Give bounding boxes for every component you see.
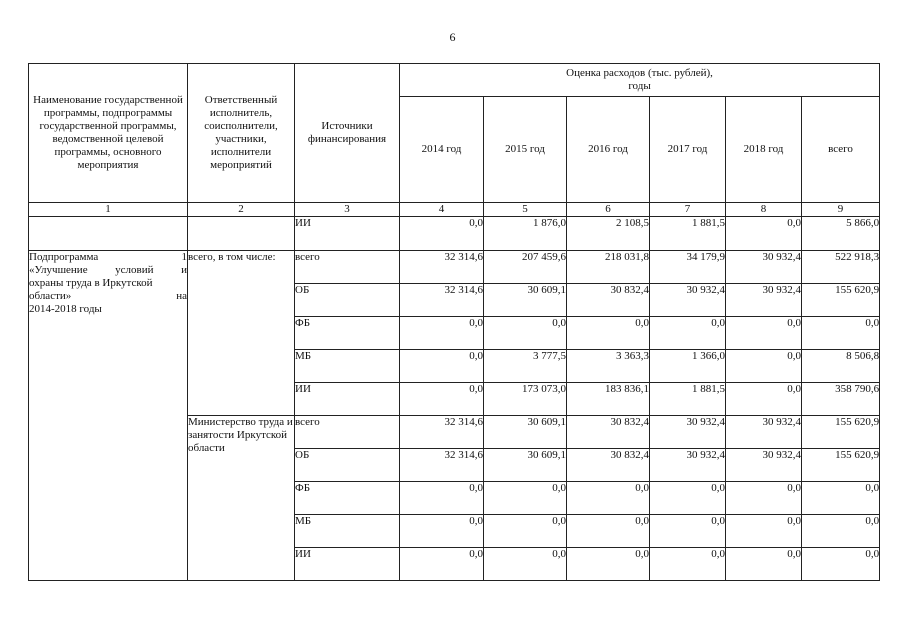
column-number: 9 [802, 203, 880, 217]
value-cell: 0,0 [650, 548, 726, 581]
column-number: 7 [650, 203, 726, 217]
value-cell: 0,0 [567, 548, 650, 581]
value-cell: 30 932,4 [650, 284, 726, 317]
header-responsible: Ответственный исполнитель, соисполнители, участники, исполнители мероприятий [188, 64, 295, 203]
value-cell: 5 866,0 [802, 217, 880, 251]
value-cell: 30 609,1 [484, 284, 567, 317]
value-cell: 0,0 [650, 482, 726, 515]
source-cell: ФБ [295, 482, 400, 515]
header-name: Наименование государственной программы, подпрограммы государственной программы, ведомственной целевой программы, основного мероприятия [29, 64, 188, 203]
source-cell: всего [295, 251, 400, 284]
value-cell: 0,0 [726, 217, 802, 251]
value-cell: 155 620,9 [802, 284, 880, 317]
value-cell: 30 832,4 [567, 416, 650, 449]
value-cell: 1 881,5 [650, 383, 726, 416]
header-year: 2018 год [726, 97, 802, 203]
source-cell: МБ [295, 515, 400, 548]
column-number: 6 [567, 203, 650, 217]
source-cell: ОБ [295, 284, 400, 317]
value-cell: 32 314,6 [400, 449, 484, 482]
column-number: 4 [400, 203, 484, 217]
responsible-cell: Министерство труда и занятости Иркутской области [188, 416, 295, 581]
value-cell: 30 832,4 [567, 449, 650, 482]
value-cell: 183 836,1 [567, 383, 650, 416]
value-cell: 0,0 [802, 515, 880, 548]
value-cell: 0,0 [726, 515, 802, 548]
value-cell: 30 932,4 [726, 449, 802, 482]
value-cell: 30 932,4 [650, 416, 726, 449]
value-cell: 1 876,0 [484, 217, 567, 251]
value-cell: 0,0 [726, 383, 802, 416]
subprogram-name [29, 251, 188, 581]
source-cell: МБ [295, 350, 400, 383]
source-cell: ФБ [295, 317, 400, 350]
header-source: Источники финансирования [295, 64, 400, 203]
value-cell: 0,0 [726, 482, 802, 515]
value-cell: 0,0 [802, 548, 880, 581]
value-cell: 0,0 [400, 515, 484, 548]
empty-cell [29, 217, 188, 251]
value-cell: 3 777,5 [484, 350, 567, 383]
value-cell: 218 031,8 [567, 251, 650, 284]
value-cell: 0,0 [650, 317, 726, 350]
column-number: 3 [295, 203, 400, 217]
subprogram-name-line: охраны труда в Иркутской [29, 277, 153, 289]
value-cell: 0,0 [400, 350, 484, 383]
value-cell: 30 609,1 [484, 416, 567, 449]
value-cell: 0,0 [726, 317, 802, 350]
value-cell: 32 314,6 [400, 284, 484, 317]
value-cell: 30 932,4 [650, 449, 726, 482]
value-cell: 0,0 [400, 217, 484, 251]
column-number: 8 [726, 203, 802, 217]
value-cell: 0,0 [400, 548, 484, 581]
value-cell: 0,0 [567, 482, 650, 515]
subprogram-name-line: области» на [29, 290, 187, 302]
value-cell: 30 609,1 [484, 449, 567, 482]
value-cell: 358 790,6 [802, 383, 880, 416]
value-cell: 30 932,4 [726, 416, 802, 449]
value-cell: 0,0 [400, 482, 484, 515]
source-cell: ИИ [295, 217, 400, 251]
value-cell: 0,0 [400, 317, 484, 350]
value-cell: 1 366,0 [650, 350, 726, 383]
value-cell: 522 918,3 [802, 251, 880, 284]
value-cell: 30 832,4 [567, 284, 650, 317]
value-cell: 34 179,9 [650, 251, 726, 284]
source-cell: всего [295, 416, 400, 449]
value-cell: 0,0 [484, 548, 567, 581]
value-cell: 0,0 [567, 317, 650, 350]
value-cell: 0,0 [484, 515, 567, 548]
source-cell: ИИ [295, 548, 400, 581]
value-cell: 8 506,8 [802, 350, 880, 383]
value-cell: 1 881,5 [650, 217, 726, 251]
value-cell: 0,0 [484, 482, 567, 515]
header-year: 2017 год [650, 97, 726, 203]
value-cell: 155 620,9 [802, 416, 880, 449]
expenses-table [28, 63, 880, 581]
column-numbers-row [29, 203, 880, 217]
subprogram-name-line: «Улучшение условий и [29, 264, 187, 276]
column-number: 1 [29, 203, 188, 217]
header-cost-group: Оценка расходов (тыс. рублей), годы [400, 64, 880, 97]
source-cell: ИИ [295, 383, 400, 416]
header-year: 2015 год [484, 97, 567, 203]
value-cell: 0,0 [802, 317, 880, 350]
value-cell: 0,0 [400, 383, 484, 416]
value-cell: 30 932,4 [726, 284, 802, 317]
value-cell: 0,0 [567, 515, 650, 548]
subprogram-name-line: 2014-2018 годы [29, 303, 102, 315]
value-cell: 30 932,4 [726, 251, 802, 284]
header-year: 2014 год [400, 97, 484, 203]
column-number: 5 [484, 203, 567, 217]
page-number: 6 [449, 30, 456, 44]
value-cell: 2 108,5 [567, 217, 650, 251]
value-cell: 207 459,6 [484, 251, 567, 284]
table-row [29, 251, 880, 284]
value-cell: 32 314,6 [400, 416, 484, 449]
empty-cell [188, 217, 295, 251]
value-cell: 0,0 [802, 482, 880, 515]
value-cell: 0,0 [650, 515, 726, 548]
header-total: всего [802, 97, 880, 203]
value-cell: 173 073,0 [484, 383, 567, 416]
table-row [29, 217, 880, 251]
value-cell: 0,0 [726, 350, 802, 383]
source-cell: ОБ [295, 449, 400, 482]
column-number: 2 [188, 203, 295, 217]
value-cell: 0,0 [726, 548, 802, 581]
subprogram-name-line: Подпрограмма 1 [29, 251, 187, 263]
responsible-cell: всего, в том числе: [188, 251, 295, 416]
header-year: 2016 год [567, 97, 650, 203]
value-cell: 3 363,3 [567, 350, 650, 383]
value-cell: 32 314,6 [400, 251, 484, 284]
value-cell: 0,0 [484, 317, 567, 350]
value-cell: 155 620,9 [802, 449, 880, 482]
